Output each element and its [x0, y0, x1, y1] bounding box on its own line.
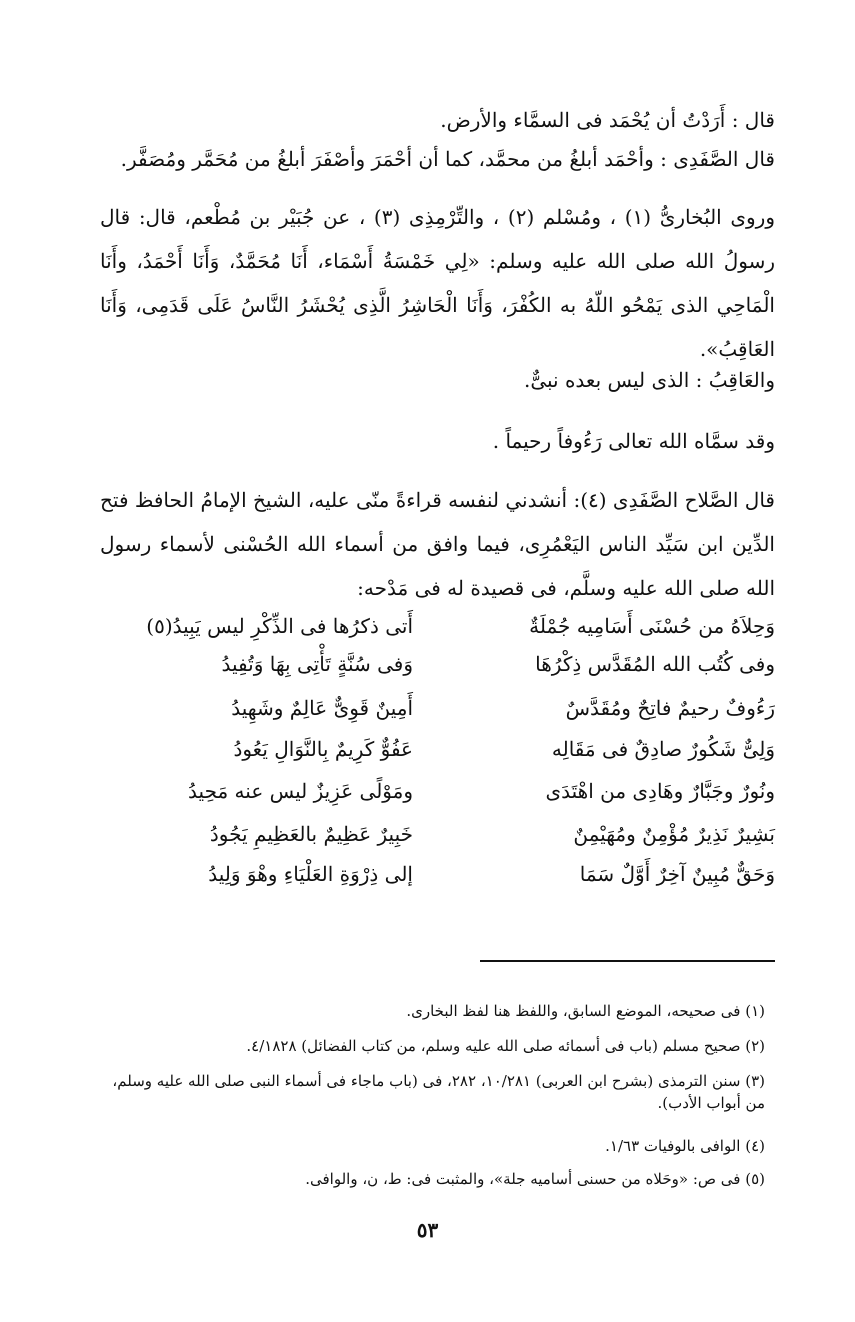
text-line-2: قال الصَّفَدِى : وأحْمَد أبلغُ من محمَّد، كما أن أحْمَرَ وأصْفَرَ أبلغُ من مُحَمَّر ومُصَفَّر. [120, 147, 775, 171]
poem-sadr: وَلِىٌّ شَكُورٌ صادِقٌ فى مَقَالِه [551, 737, 775, 761]
footnote-5: (٥) فى ص: «وحَلاه من حسنى أساميه جلة»، والمثبت فى: ط، ن، والوافى. [305, 1170, 765, 1188]
poem-sadr: بَشِيرٌ نَذِيرٌ مُؤْمِنٌ ومُهَيْمِنٌ [573, 822, 775, 846]
paragraph-bukhari: وروى البُخارىُّ (١) ، ومُسْلم (٢) ، والتِّرْمِذِى (٣) ، عن جُبَيْر بن مُطْعم، قال: قال رسولُ الله صلى الله عليه وسلم: «لِي خَمْسَةُ أَسْمَاء، أَنَا مُحَمَّدٌ، وَأَنَا أَحْمَدُ، وأَنَا الْمَاحِي الذى يَمْحُو اللّهُ به الكُفْرَ، وَأَنَا الْحَاشِرُ الَّذِى يُحْشَرُ النَّاسُ عَلَى قَدَمِى، وَأَنَا العَاقِبُ». [100, 205, 775, 361]
text-line-1: قال : أَرَدْتُ أن يُحْمَد فى السمَّاء والأرض. [440, 108, 775, 132]
poem-ajuz: عَفُوٌّ كَرِيمٌ بِالنَّوَالِ يَعُودُ [233, 737, 413, 761]
footnote-divider [480, 960, 775, 962]
paragraph-safadi: قال الصَّلاح الصَّفَدِى (٤): أنشدني لنفسه قراءةً منّى عليه، الشيخ الإمامُ الحافظ فتح الدِّين ابن سَيِّد الناس اليَعْمُرِى، فيما وافق من أسماء الله الحُسْنى لأسماء رسول الله صلى الله عليه وسلَّم، فى قصيدة له فى مَدْحه: [100, 488, 775, 600]
footnote-1: (١) فى صحيحه، الموضع السابق، واللفظ هنا لفظ البخارى. [406, 1002, 765, 1020]
poem-ajuz: أَتى ذكرُها فى الذِّكْرِ ليس يَبِيدُ(٥) [146, 614, 413, 638]
poem-sadr: ونُورٌ وجَبَّارٌ وهَادِى من اهْتَدَى [545, 779, 775, 803]
text-line-aqib: والعَاقِبُ : الذى ليس بعده نبىٌّ. [523, 368, 775, 392]
text-line-raouf: وقد سمَّاه الله تعالى رَءُوفاً رحيماً . [492, 429, 775, 453]
page-number: ٥٣ [416, 1218, 439, 1242]
poem-sadr: وفى كُتُب الله المُقَدَّس ذِكْرُهَا [535, 652, 775, 676]
poem-ajuz: ومَوْلًى عَزِيزٌ ليس عنه مَحِيدُ [188, 779, 413, 803]
footnote-4: (٤) الوافى بالوفيات ١/٦٣. [605, 1137, 765, 1155]
poem-ajuz: خَبِيرٌ عَظِيمٌ بالعَظِيمِ يَجُودُ [209, 822, 413, 846]
poem-sadr: وَحَقٌّ مُبِينٌ آخِرٌ أَوَّلٌ سَمَا [579, 862, 775, 886]
poem-ajuz: وَفى سُنَّةٍ تَأْتِى بِهَا وَتُفِيدُ [221, 652, 413, 676]
footnote-3: (٣) سنن الترمذى (بشرح ابن العربى) ١٠/٢٨١، ٢٨٢، فى (باب ماجاء فى أسماء النبى صلى الله عليه وسلم، من أبواب الأدب). [112, 1072, 765, 1112]
footnote-2: (٢) صحيح مسلم (باب فى أسمائه صلى الله عليه وسلم، من كتاب الفضائل) ٤/١٨٢٨. [246, 1037, 765, 1055]
poem-ajuz: إلى ذِرْوَةِ العَلْيَاءِ وهْوَ وَلِيدُ [208, 862, 413, 886]
poem-ajuz: أَمِينٌ قَوِىٌّ عَالِمٌ وشَهِيدُ [231, 696, 413, 720]
poem-sadr: رَءُوفٌ رحيمٌ فاتِحٌ ومُقَدَّسٌ [565, 696, 775, 720]
poem-sadr: وَحِلاَهُ من حُسْنَى أَسَامِيه جُمْلَةٌ [529, 614, 775, 638]
